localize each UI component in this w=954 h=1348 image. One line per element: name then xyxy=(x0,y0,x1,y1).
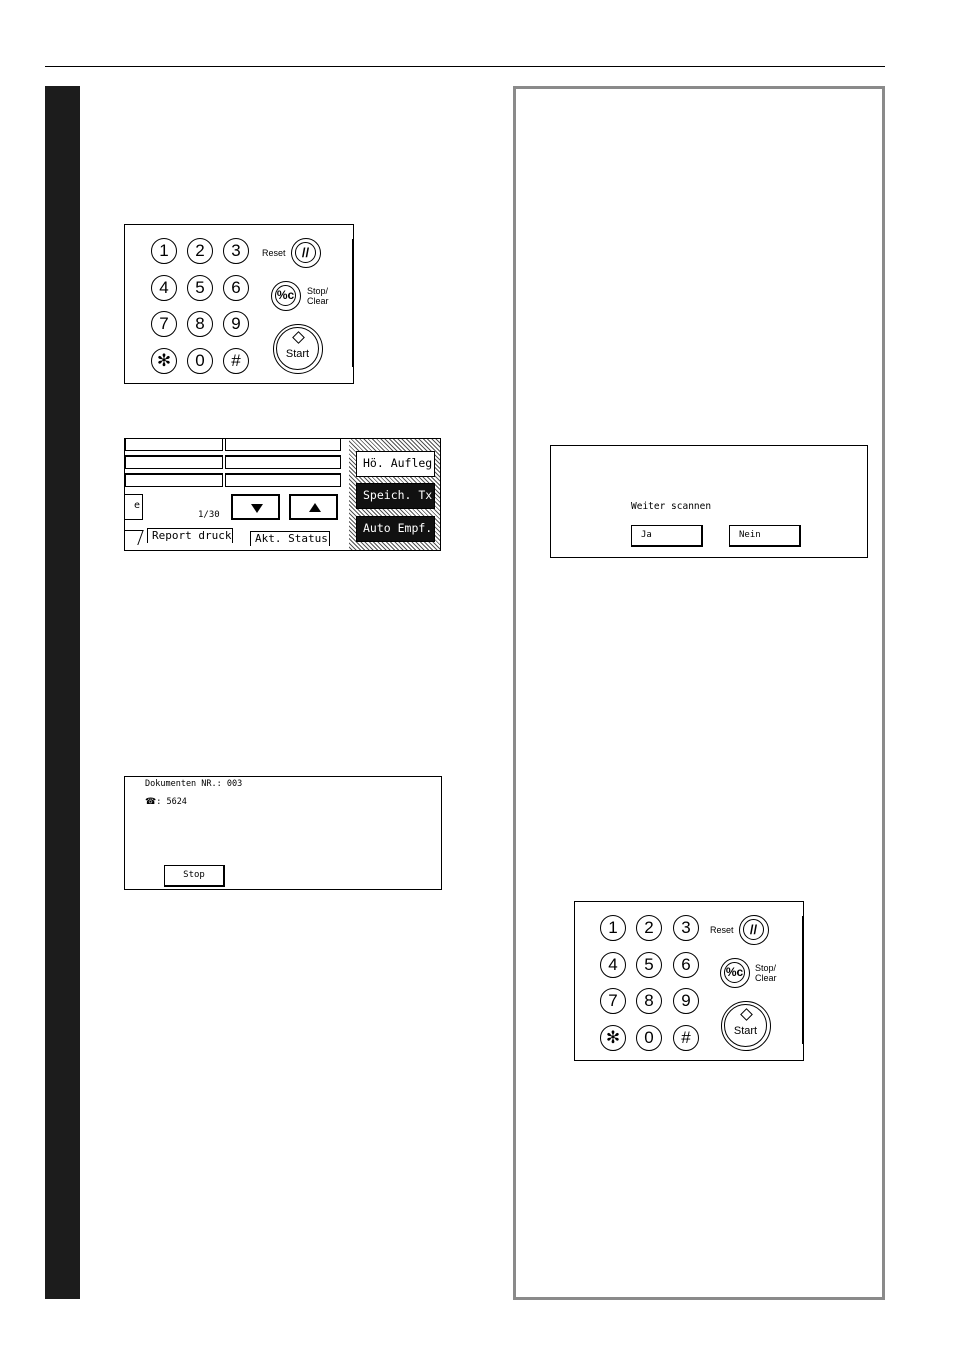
list-cell[interactable] xyxy=(125,438,223,451)
stop-label-line1: Stop/ xyxy=(307,286,329,296)
key-3[interactable]: 3 xyxy=(223,238,249,264)
key-1[interactable]: 1 xyxy=(600,915,626,941)
button-hoer-aufleg[interactable]: Hö. Aufleg xyxy=(356,451,435,477)
yes-button[interactable]: Ja xyxy=(631,525,703,547)
key-1[interactable]: 1 xyxy=(151,238,177,264)
stop-clear-icon: %c xyxy=(275,285,296,306)
phone-number: : 5624 xyxy=(156,797,187,807)
key-8[interactable]: 8 xyxy=(636,988,662,1014)
reset-button[interactable] xyxy=(291,238,321,268)
panel-edge xyxy=(352,239,353,367)
info-box xyxy=(513,86,885,1300)
button-auto-empf[interactable]: Auto Empf. xyxy=(356,516,435,542)
key-5[interactable]: 5 xyxy=(187,275,213,301)
list-cell[interactable] xyxy=(225,473,341,487)
stop-label-line2: Clear xyxy=(307,296,329,306)
arrow-down-icon xyxy=(251,504,263,513)
stop-label-line2: Clear xyxy=(755,973,777,983)
tab-akt-status[interactable]: Akt. Status xyxy=(250,531,330,546)
key-5[interactable]: 5 xyxy=(636,952,662,978)
stop-label-line1: Stop/ xyxy=(755,963,777,973)
key-star[interactable]: ✻ xyxy=(600,1025,626,1051)
reset-icon: // xyxy=(743,919,764,940)
stop-clear-button[interactable] xyxy=(720,958,750,988)
document-label: Dokumenten NR.: xyxy=(145,779,222,789)
keypad-panel-2 xyxy=(574,901,804,1061)
stop-button[interactable]: Stop xyxy=(164,865,225,887)
chapter-side-bar xyxy=(45,86,80,1299)
reset-label: Reset xyxy=(262,248,286,258)
reset-icon: // xyxy=(295,242,316,263)
reset-label: Reset xyxy=(710,925,734,935)
start-button[interactable] xyxy=(273,324,323,374)
document-number: 003 xyxy=(226,779,243,789)
scroll-down-button[interactable] xyxy=(231,494,280,520)
arrow-up-icon xyxy=(309,503,321,512)
lcd-panel xyxy=(124,438,441,551)
key-8[interactable]: 8 xyxy=(187,311,213,337)
list-cell[interactable] xyxy=(225,455,341,469)
dialog-prompt: Weiter scannen xyxy=(631,501,712,512)
key-0[interactable]: 0 xyxy=(636,1025,662,1051)
key-6[interactable]: 6 xyxy=(223,275,249,301)
list-cell[interactable] xyxy=(125,455,223,469)
start-label: Start xyxy=(285,348,310,360)
key-2[interactable]: 2 xyxy=(636,915,662,941)
left-partial-button[interactable] xyxy=(124,494,143,520)
scan-dialog xyxy=(550,445,868,558)
list-cell[interactable] xyxy=(125,473,223,487)
stop-clear-button[interactable] xyxy=(271,281,301,311)
key-4[interactable]: 4 xyxy=(600,952,626,978)
stop-clear-label xyxy=(755,963,777,983)
page-indicator: 1/30 xyxy=(198,510,220,520)
phone-icon: ☎ xyxy=(145,797,157,807)
start-button[interactable] xyxy=(721,1001,771,1051)
button-speich-tx[interactable]: Speich. Tx xyxy=(356,483,435,509)
key-0[interactable]: 0 xyxy=(187,348,213,374)
key-6[interactable]: 6 xyxy=(673,952,699,978)
key-hash[interactable]: # xyxy=(223,348,249,374)
key-3[interactable]: 3 xyxy=(673,915,699,941)
key-9[interactable]: 9 xyxy=(223,311,249,337)
tab-report-druck[interactable]: Report druck xyxy=(147,528,233,543)
key-4[interactable]: 4 xyxy=(151,275,177,301)
left-fragment-text: e xyxy=(133,500,140,511)
key-7[interactable]: 7 xyxy=(151,311,177,337)
stop-clear-icon: %c xyxy=(724,962,745,983)
sending-panel xyxy=(124,776,442,890)
stop-clear-label xyxy=(307,286,329,306)
key-7[interactable]: 7 xyxy=(600,988,626,1014)
start-label: Start xyxy=(733,1025,758,1037)
list-cell[interactable] xyxy=(225,438,341,451)
scroll-up-button[interactable] xyxy=(289,494,338,520)
keypad-panel-1 xyxy=(124,224,354,384)
reset-button[interactable] xyxy=(739,915,769,945)
key-2[interactable]: 2 xyxy=(187,238,213,264)
key-star[interactable]: ✻ xyxy=(151,348,177,374)
top-rule xyxy=(45,66,885,67)
phone-line xyxy=(145,797,187,807)
key-9[interactable]: 9 xyxy=(673,988,699,1014)
key-hash[interactable]: # xyxy=(673,1025,699,1051)
panel-edge xyxy=(802,916,803,1044)
document-info xyxy=(145,779,242,789)
no-button[interactable]: Nein xyxy=(729,525,801,547)
